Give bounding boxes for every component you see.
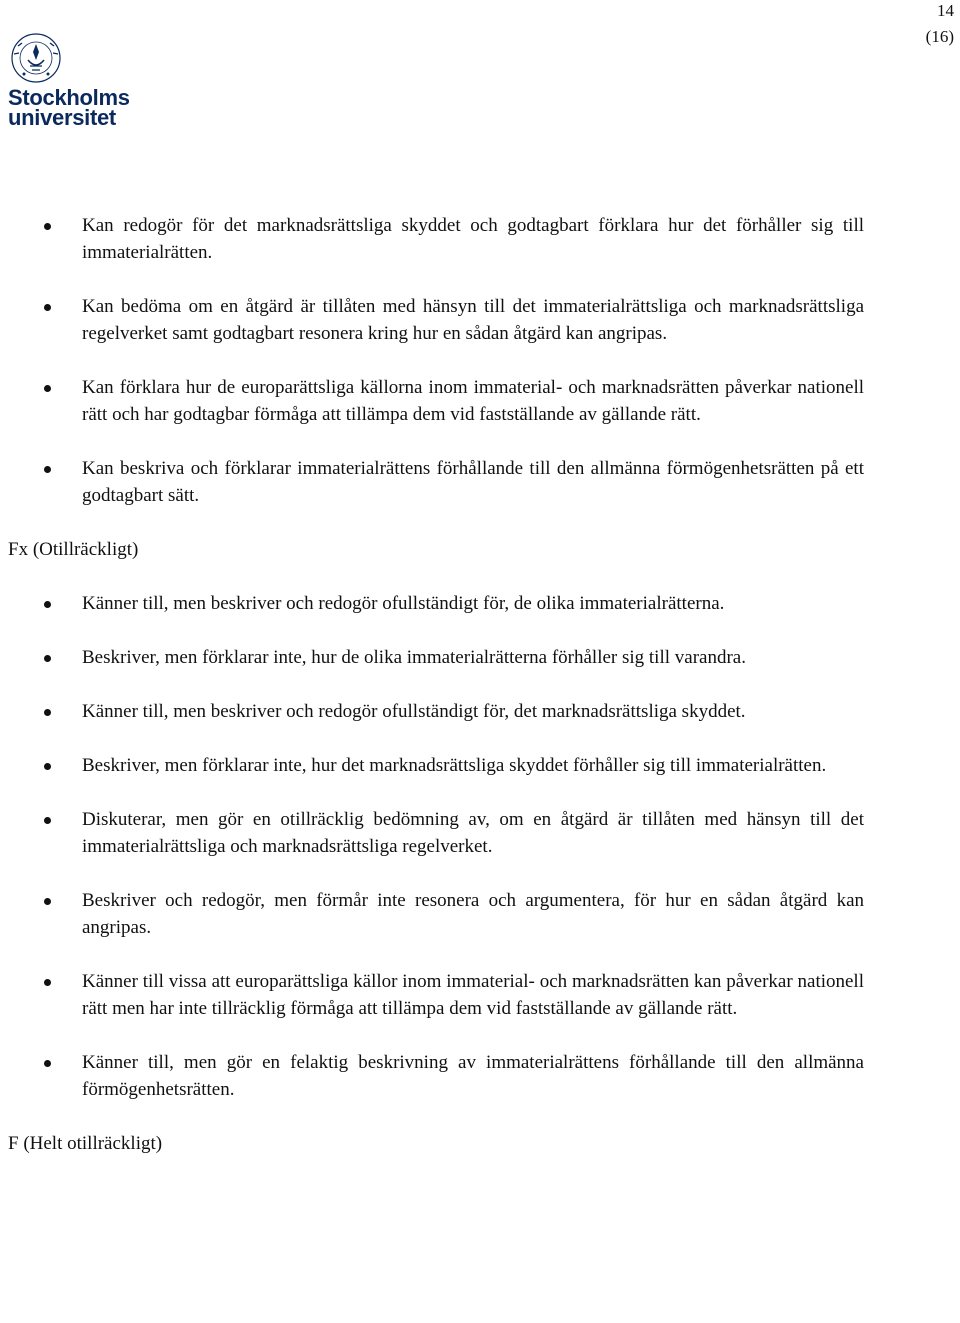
logo-line-2: universitet — [8, 105, 116, 130]
logo-line-1: Stockholms — [8, 85, 130, 110]
criterion-item: Känner till vissa att europarättsliga källor inom immaterial- och marknadsrätten kan påverkar nationell rätt men har inte tillräcklig förmåga att tillämpa dem vid fastställande av gällande rätt. — [82, 968, 864, 1022]
grade-heading-f: F (Helt otillräckligt) — [8, 1133, 163, 1154]
page-number-current: 14 — [937, 1, 954, 20]
grading-criteria — [0, 212, 960, 1157]
grade-heading-fx: Fx (Otillräckligt) — [8, 539, 139, 560]
criterion-item: Kan förklara hur de europarättsliga källorna inom immaterial- och marknadsrätten påverkar nationell rätt och har godtagbar förmåga att tillämpa dem vid fastställande av gällande rätt. — [82, 374, 864, 428]
criterion-item: Kan beskriva och förklarar immaterialrättens förhållande till den allmänna förmögenhetsrätten på ett godtagbart sätt. — [82, 455, 864, 509]
page-number — [926, 0, 954, 50]
criterion-item: Känner till, men gör en felaktig beskrivning av immaterialrättens förhållande till den allmänna förmögenhetsrätten. — [82, 1049, 864, 1103]
criterion-item: Känner till, men beskriver och redogör ofullständigt för, det marknadsrättsliga skyddet. — [82, 698, 864, 725]
criteria-list-fx — [0, 590, 960, 1103]
criteria-list-e — [0, 212, 960, 509]
criterion-item: Beskriver, men förklarar inte, hur de olika immaterialrätterna förhåller sig till varandra. — [82, 644, 864, 671]
criterion-item: Kan bedöma om en åtgärd är tillåten med hänsyn till det immaterialrättsliga och marknadsrättsliga regelverket samt godtagbart resonera kring hur en sådan åtgärd kan angripas. — [82, 293, 864, 347]
criterion-item: Beskriver och redogör, men förmår inte resonera och argumentera, för hur en sådan åtgärd kan angripas. — [82, 887, 864, 941]
page-number-total: (16) — [925, 27, 954, 46]
university-logo — [8, 85, 130, 130]
criterion-item: Beskriver, men förklarar inte, hur det marknadsrättsliga skyddet förhåller sig till immaterialrätten. — [82, 752, 864, 779]
criterion-item: Kan redogör för det marknadsrättsliga skyddet och godtagbart förklara hur det förhåller sig till immaterialrätten. — [82, 212, 864, 266]
criterion-item: Känner till, men beskriver och redogör ofullständigt för, de olika immaterialrätterna. — [82, 590, 864, 617]
criterion-item: Diskuterar, men gör en otillräcklig bedömning av, om en åtgärd är tillåten med hänsyn till det immaterialrättsliga och marknadsrättsliga regelverket. — [82, 806, 864, 860]
